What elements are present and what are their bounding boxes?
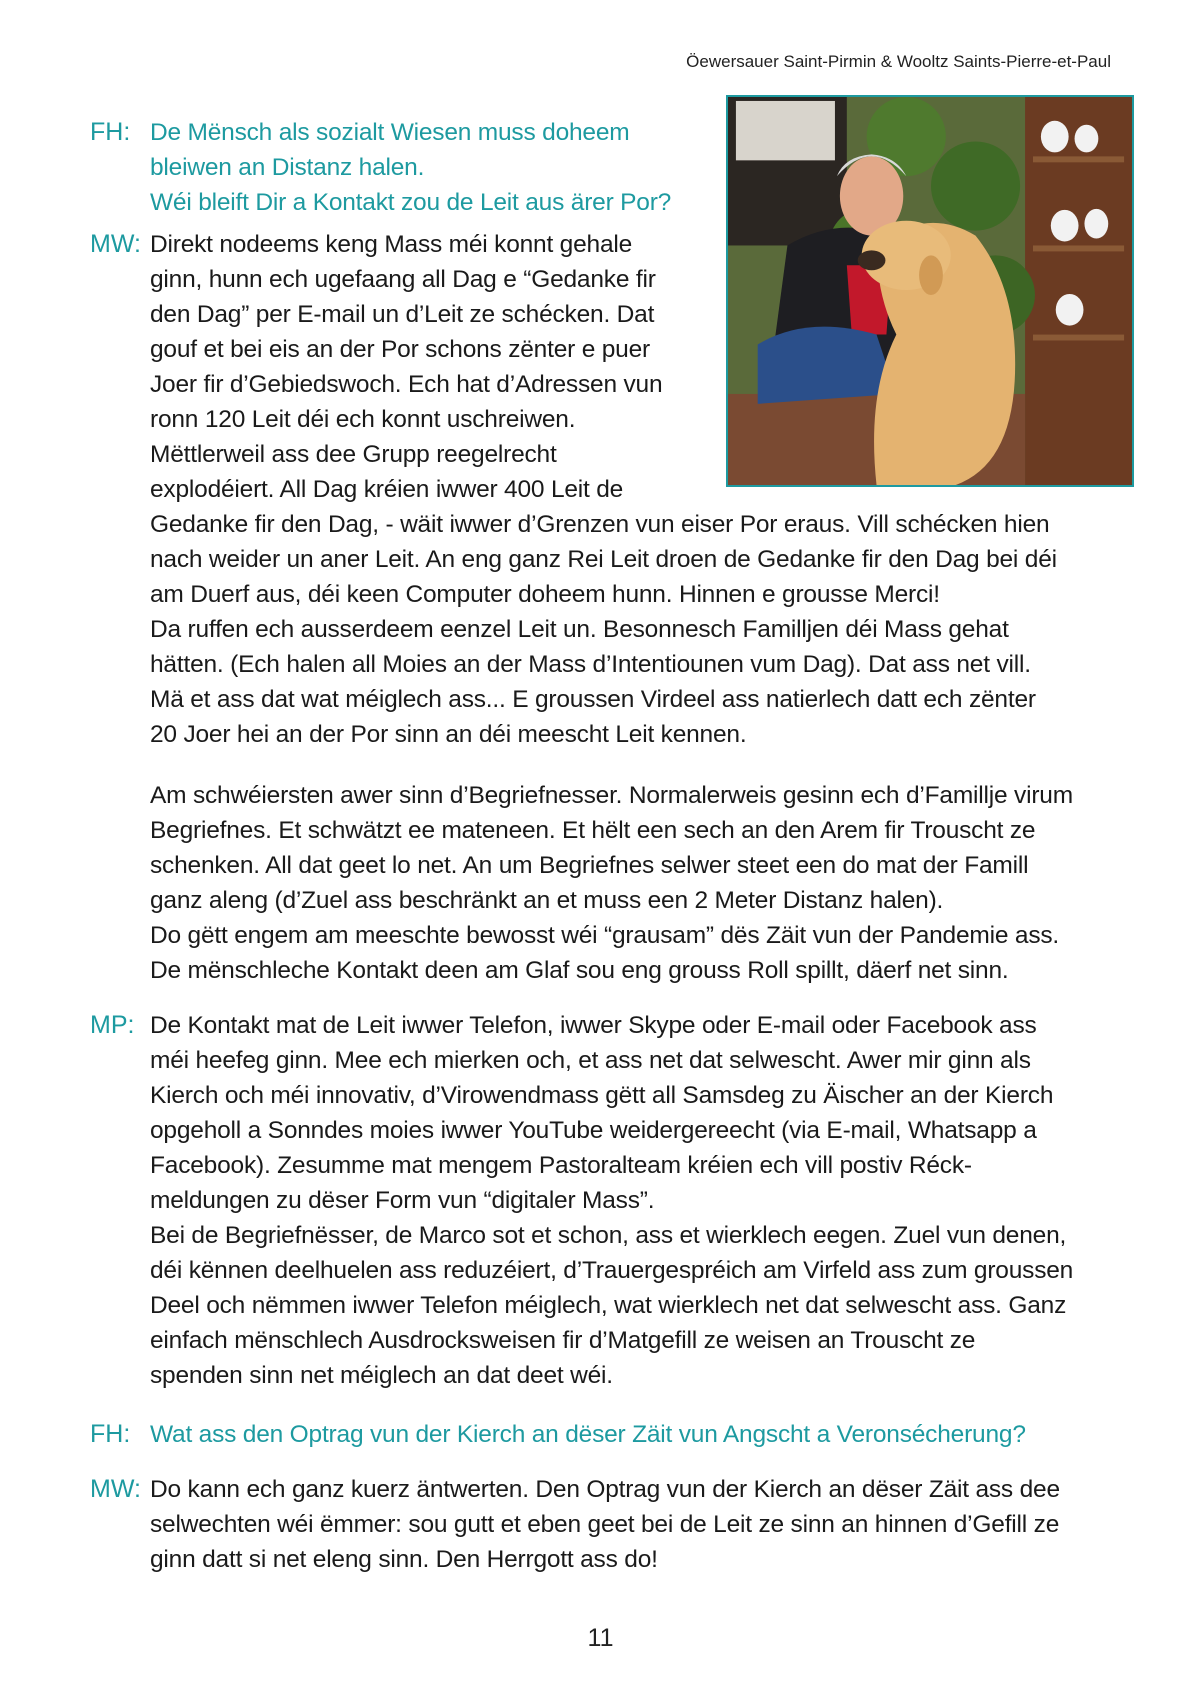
text-line: bleiwen an Distanz halen. <box>150 154 425 181</box>
text-line: Kierch och méi innovativ, d’Virowendmass gëtt all Samsdeg zu Äischer an der Kierch <box>150 1082 1054 1109</box>
answer-block <box>90 1008 1130 1393</box>
text-line: Mëttlerweil ass dee Grupp reegelrecht <box>150 441 557 468</box>
text-line: den Dag” per E-mail un d’Leit ze schécken. Dat <box>150 301 655 328</box>
text-line: meldungen zu dëser Form vun “digitaler Mass”. <box>150 1187 655 1214</box>
speaker-label: MP: <box>90 1011 135 1039</box>
speaker-label: MW: <box>90 1475 141 1503</box>
question-block <box>90 1417 1130 1452</box>
text-line: Da ruffen ech ausserdeem eenzel Leit un. Besonnesch Familljen déi Mass gehat <box>150 616 1009 643</box>
speaker-label: FH: <box>90 118 131 146</box>
text-line: spenden sinn net méiglech an dat deet wéi. <box>150 1362 613 1389</box>
text-line: Am schwéiersten awer sinn d’Begriefnesser. Normalerweis gesinn ech d’Famillje virum <box>150 782 1073 809</box>
text-line: ginn, hunn ech ugefaang all Dag e “Gedanke fir <box>150 266 656 293</box>
text-line: Bei de Begriefnësser, de Marco sot et schon, ass et wierklech eegen. Zuel vun denen, <box>150 1222 1067 1249</box>
text-line: am Duerf aus, déi keen Computer doheem hunn. Hinnen e grousse Merci! <box>150 581 940 608</box>
text-line: Direkt nodeems keng Mass méi konnt gehale <box>150 231 633 258</box>
text-line: De Mënsch als sozialt Wiesen muss doheem <box>150 119 630 146</box>
text-line: méi heefeg ginn. Mee ech mierken och, et ass net dat selwescht. Awer mir ginn als <box>150 1047 1031 1074</box>
text-line: 20 Joer hei an der Por sinn an déi meescht Leit kennen. <box>150 721 747 748</box>
text-line: Joer fir d’Gebiedswoch. Ech hat d’Adressen vun <box>150 371 663 398</box>
text-line: ganz aleng (d’Zuel ass beschränkt an et muss een 2 Meter Distanz halen). <box>150 887 944 914</box>
text-line: opgeholl a Sonndes moies iwwer YouTube weidergereecht (via E-mail, Whatsapp a <box>150 1117 1037 1144</box>
text-line: einfach mënschlech Ausdrocksweisen fir d’Matgefill ze weisen an Trouscht ze <box>150 1327 976 1354</box>
text-line: De mënschleche Kontakt deen am Glaf sou eng grouss Roll spillt, däerf net sinn. <box>150 957 1009 984</box>
running-header: Öewersauer Saint-Pirmin & Wooltz Saints-Pierre-et-Paul <box>686 52 1111 71</box>
text-line: Mä et ass dat wat méiglech ass... E groussen Virdeel ass natierlech datt ech zënter <box>150 686 1036 713</box>
text-line: gouf et bei eis an der Por schons zënter e puer <box>150 336 650 363</box>
text-line: Wéi bleift Dir a Kontakt zou de Leit aus ärer Por? <box>150 189 672 216</box>
text-line: ginn datt si net eleng sinn. Den Herrgott ass do! <box>150 1546 658 1573</box>
speaker-label: FH: <box>90 1420 131 1448</box>
answer-block <box>90 227 1130 752</box>
text-line: selwechten wéi ëmmer: sou gutt et eben geet bei de Leit ze sinn an hinnen d’Gefill ze <box>150 1511 1060 1538</box>
text-line: nach weider un aner Leit. An eng ganz Rei Leit droen de Gedanke fir den Dag bei déi <box>150 546 1057 573</box>
question-block <box>90 115 1130 220</box>
speaker-label: MW: <box>90 230 141 258</box>
answer-block <box>90 1472 1130 1577</box>
text-line: ronn 120 Leit déi ech konnt uschreiwen. <box>150 406 576 433</box>
page-number: 11 <box>587 1624 614 1652</box>
text-line: De Kontakt mat de Leit iwwer Telefon, iwwer Skype oder E-mail oder Facebook ass <box>150 1012 1037 1039</box>
text-line: Begriefnes. Et schwätzt ee mateneen. Et hëlt een sech an den Arem fir Trouscht ze <box>150 817 1036 844</box>
text-line: explodéiert. All Dag kréien iwwer 400 Leit de <box>150 476 624 503</box>
text-line: Do gëtt engem am meeschte bewosst wéi “grausam” dës Zäit vun der Pandemie ass. <box>150 922 1060 949</box>
text-line: schenken. All dat geet lo net. An um Begriefnes selwer steet een do mat der Famill <box>150 852 1029 879</box>
answer-block <box>90 778 1130 988</box>
text-line: Gedanke fir den Dag, - wäit iwwer d’Grenzen vun eiser Por eraus. Vill schécken hien <box>150 511 1050 538</box>
text-line: déi kënnen deelhuelen ass reduzéiert, d’Trauergespréich am Virfeld ass zum groussen <box>150 1257 1074 1284</box>
text-line: Deel och nëmmen iwwer Telefon méiglech, wat wierklech net dat selwescht ass. Ganz <box>150 1292 1067 1319</box>
text-line: Do kann ech ganz kuerz äntwerten. Den Optrag vun der Kierch an dëser Zäit ass dee <box>150 1476 1060 1503</box>
text-line: Wat ass den Optrag vun der Kierch an dëser Zäit vun Angscht a Veronsécherung? <box>150 1421 1026 1448</box>
text-line: Facebook). Zesumme mat mengem Pastoralteam kréien ech vill postiv Réck- <box>150 1152 972 1179</box>
text-line: hätten. (Ech halen all Moies an der Mass d’Intentiounen vum Dag). Dat ass net vill. <box>150 651 1031 678</box>
